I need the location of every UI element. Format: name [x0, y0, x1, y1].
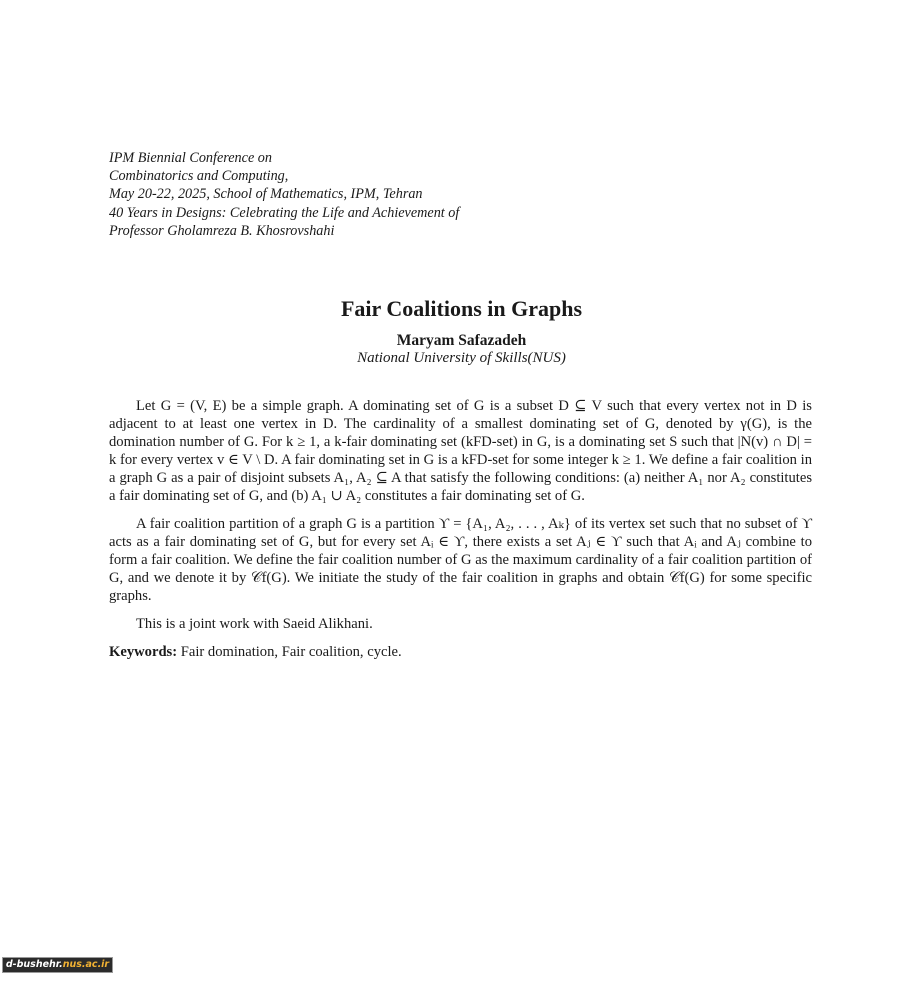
author-affiliation: National University of Skills(NUS) — [357, 350, 566, 366]
keywords-label: Keywords: — [109, 644, 178, 661]
author-name: Maryam Safazadeh — [396, 332, 527, 349]
conference-header-line: Professor Gholamreza B. Khosrovshahi — [109, 222, 335, 239]
abstract-paragraph: Let G = (V, E) be a simple graph. A dominating set of G is a subset D ⊆ V such that every vertex not in D is adjacent to at least one vertex in D. The cardinality of a smallest dominating set of G, denoted by γ(G), is the domination number of G. For k ≥ 1, a k-fair dominating set (kFD-set) in G, is a dominating set S such that |N(v) ∩ D| = k for every vertex v ∈ V \ D. A fair dominating set in G is a kFD-set for some integer k ≥ 1. We define a fair coalition in a graph G as a pair of disjoint subsets A₁, A₂ ⊆ A that satisfy the following conditions: (a) neither A₁ nor A₂ constitutes a fair dominating set of G, and (b) A₁ ∪ A₂ constitutes a fair dominating set of G. — [109, 398, 812, 504]
conference-header-line: Combinatorics and Computing, — [109, 168, 289, 185]
acknowledgement-paragraph: This is a joint work with Saeid Alikhani. — [136, 615, 373, 632]
abstract-body — [109, 398, 812, 673]
keywords-text: Fair domination, Fair coalition, cycle. — [180, 644, 402, 661]
conference-header-line: IPM Biennial Conference on — [109, 150, 272, 166]
abstract-paragraph: A fair coalition partition of a graph G is a partition ϒ = {A₁, A₂, . . . , Aₖ} of its vertex set such that no subset of ϒ acts as a fair dominating set of G, but for every set Aᵢ ∈ ϒ, there exists a set Aⱼ ∈ ϒ such that Aᵢ and Aⱼ combine to form a fair coalition. We define the fair coalition number of G as the maximum cardinality of a fair coalition partition of G, and we denote it by 𝒞f(G). We initiate the study of the fair coalition in graphs and obtain 𝒞f(G) for some specific graphs. — [109, 515, 812, 604]
paper-title: Fair Coalitions in Graphs — [340, 296, 583, 321]
conference-header-line: May 20-22, 2025, School of Mathematics, IPM, Tehran — [109, 186, 423, 203]
conference-header — [109, 149, 709, 240]
keywords — [109, 644, 812, 662]
watermark-accent: nus.ac.ir — [62, 959, 110, 970]
watermark-prefix: d-bushehr. — [5, 959, 63, 970]
conference-header-line: 40 Years in Designs: Celebrating the Life and Achievement of — [109, 204, 460, 221]
site-watermark-badge[interactable] — [2, 957, 113, 973]
